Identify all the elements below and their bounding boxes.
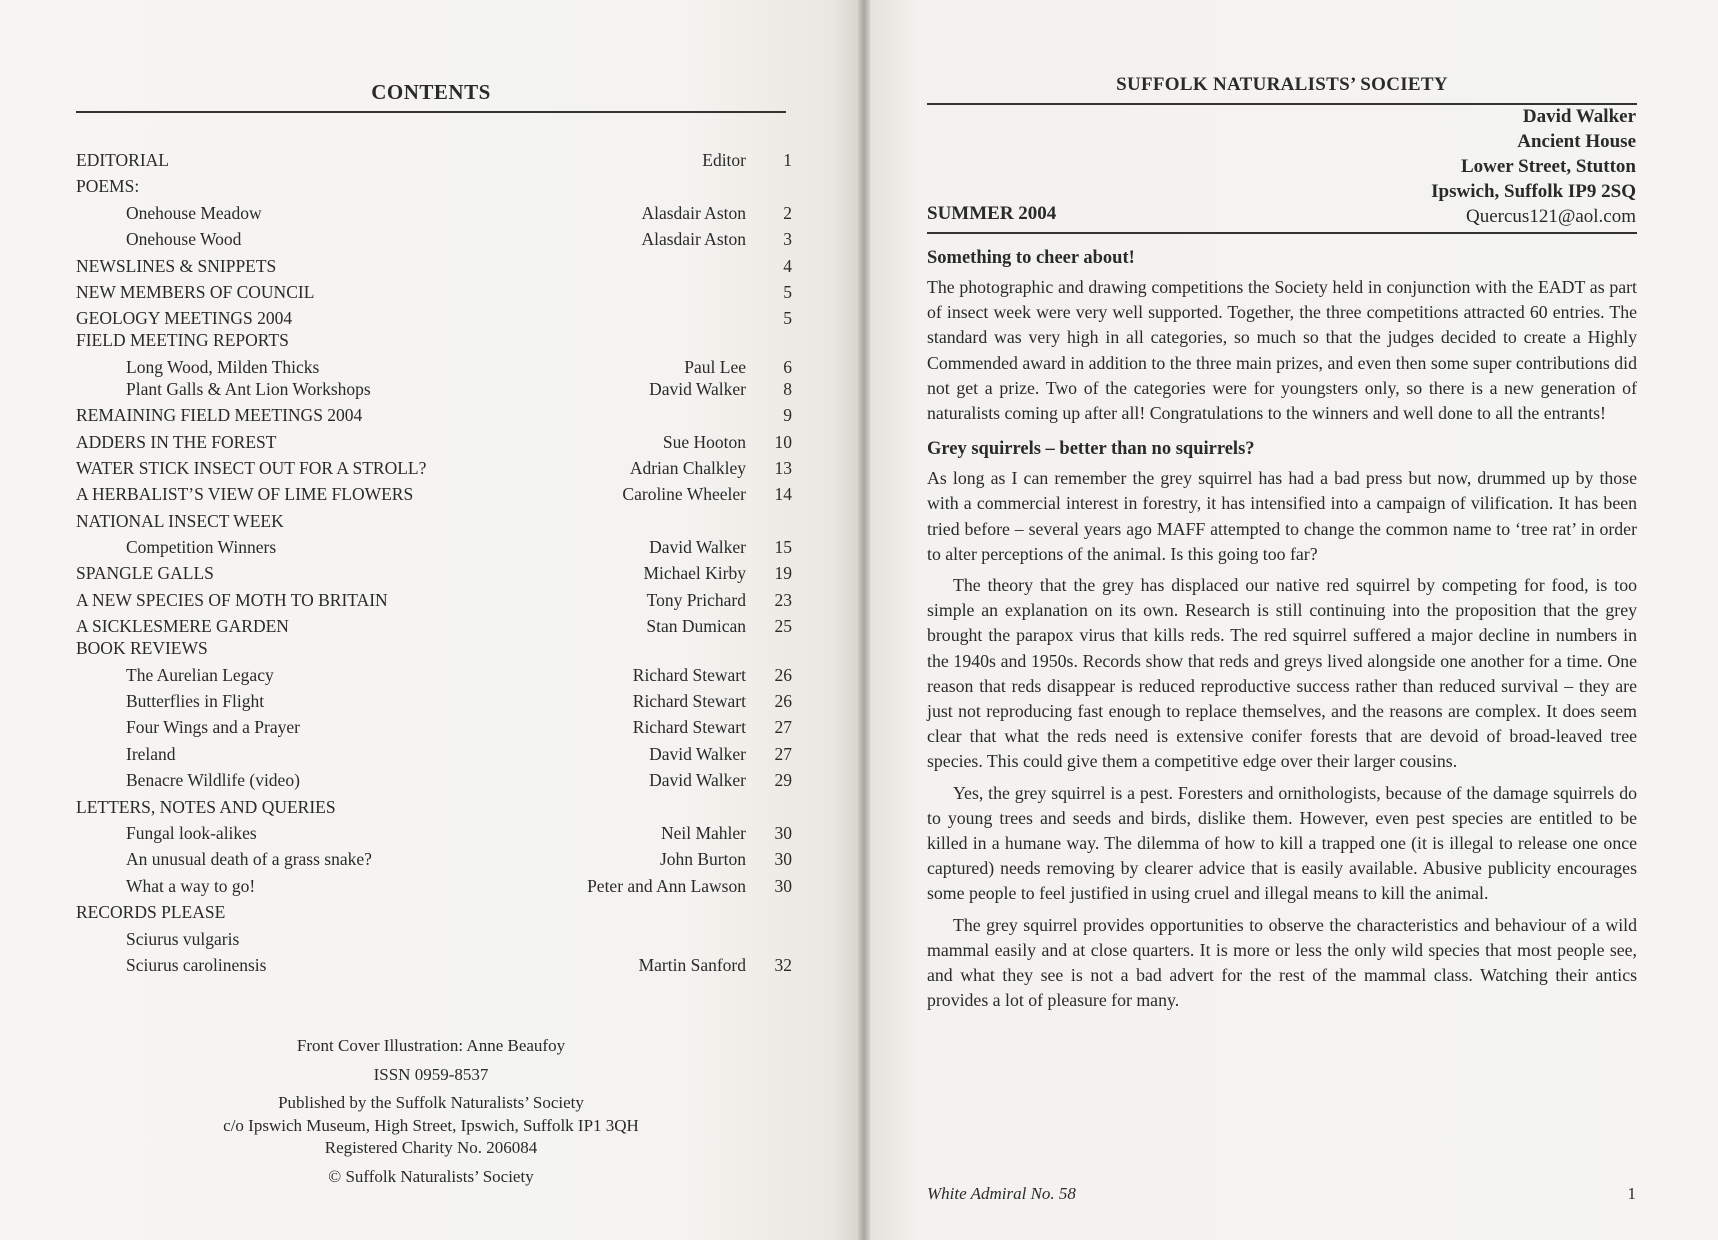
- address-line-1: Ancient House: [1517, 131, 1636, 152]
- publisher: Published by the Suffolk Naturalists’ Society: [278, 1093, 584, 1112]
- copyright: © Suffolk Naturalists’ Society: [328, 1166, 534, 1186]
- toc-entry-author: Michael Kirby: [643, 563, 746, 584]
- toc-entry: [76, 635, 792, 661]
- toc-entry: [76, 846, 792, 872]
- footer-page-number: 1: [1627, 1184, 1636, 1203]
- toc-entry: [76, 354, 792, 376]
- editor-email: Quercus121@aol.com: [1466, 206, 1636, 227]
- toc-entry-title: ADDERS IN THE FOREST: [76, 431, 277, 452]
- toc-entry-page: 14: [774, 484, 792, 505]
- toc-entry-author: Sue Hooton: [662, 431, 746, 452]
- toc-entry: [76, 820, 792, 846]
- cover-info: [76, 1035, 786, 1188]
- address-line-3: Ipswich, Suffolk IP9 2SQ: [1431, 181, 1636, 202]
- toc-entry: [76, 560, 792, 586]
- toc-entry: [76, 534, 792, 560]
- toc-entry-author: Adrian Chalkley: [629, 457, 746, 478]
- toc-entry: [76, 767, 792, 793]
- issn: ISSN 0959-8537: [373, 1064, 489, 1084]
- toc-entry: [76, 899, 792, 925]
- toc-entry-page: 27: [774, 717, 792, 738]
- toc-entry: [76, 200, 792, 226]
- toc-entry-title: What a way to go!: [126, 875, 256, 896]
- toc-entry-title: FIELD MEETING REPORTS: [76, 330, 289, 351]
- toc-entry-author: Neil Mahler: [660, 822, 746, 843]
- toc-entry: [76, 481, 792, 507]
- charity-number: Registered Charity No. 206084: [324, 1138, 538, 1157]
- heading-cheer: Something to cheer about!: [927, 248, 1135, 268]
- toc-entry-title: A NEW SPECIES OF MOTH TO BRITAIN: [76, 589, 388, 610]
- editorial-article: [927, 245, 1637, 1019]
- footer-publication: White Admiral No. 58: [927, 1184, 1076, 1203]
- toc-entry: [76, 147, 792, 173]
- toc-entry-title: GEOLOGY MEETINGS 2004: [76, 308, 293, 329]
- toc-entry-title: REMAINING FIELD MEETINGS 2004: [76, 405, 363, 426]
- paragraph-theory: The theory that the grey has displaced our native red squirrel by competing for food, is too simple an explanation on its own. Research is still continuing into the proposition that the grey brought the parapox virus that kills reds. The red squirrel suffered a major decline in numbers in the 1940s and 1950s. Records show that reds and greys lived alongside one another for a time. One reason that reds disappear is reduced reproductive success rather than reduced survival – they are just not reproducing fast enough to replace themselves, and the reasons are complex. It does seem clear that what the reds need is extensive conifer forests that are devoid of broad-leaved tree species. This could give them a competitive edge over their larger cousins.: [927, 575, 1637, 772]
- toc-entry-page: 30: [774, 822, 792, 843]
- toc-entry-author: David Walker: [649, 770, 746, 791]
- toc-entry-title: RECORDS PLEASE: [76, 902, 226, 923]
- toc-entry-page: 5: [783, 308, 792, 329]
- toc-entry-page: 30: [774, 849, 792, 870]
- toc-entry: [76, 402, 792, 428]
- toc-entry: [76, 714, 792, 740]
- toc-entry: [76, 327, 792, 353]
- toc-entry-author: David Walker: [649, 378, 746, 399]
- toc-entry-author: Editor: [702, 150, 746, 170]
- toc-entry-title: Benacre Wildlife (video): [126, 770, 300, 791]
- table-of-contents: [76, 147, 792, 978]
- toc-entry-title: Onehouse Wood: [126, 229, 242, 250]
- address-line-2: Lower Street, Stutton: [1460, 156, 1636, 177]
- toc-entry: [76, 253, 792, 279]
- toc-entry-page: 1: [783, 150, 792, 170]
- editor-address: [1431, 104, 1636, 229]
- toc-entry-title: LETTERS, NOTES AND QUERIES: [76, 796, 336, 817]
- paragraph-opportunities: The grey squirrel provides opportunities to observe the characteristics and behaviour of a wild mammal easily and at close quarters. It is more or less the only wild species that most people see, and what they see is not a bad advert for the rest of the mammal class. Watching their antics provides a lot of pleasure for many.: [927, 914, 1637, 1011]
- toc-entry-title: NEW MEMBERS OF COUNCIL: [76, 281, 315, 302]
- toc-entry-page: 15: [774, 537, 792, 558]
- masthead-rule-bottom: [927, 232, 1637, 234]
- toc-entry: [76, 305, 792, 327]
- toc-entry-author: Paul Lee: [684, 356, 746, 377]
- publisher-address: c/o Ipswich Museum, High Street, Ipswich, Suffolk IP1 3QH: [223, 1115, 639, 1135]
- toc-entry-page: 30: [774, 875, 792, 896]
- contents-title: CONTENTS: [371, 80, 491, 104]
- toc-entry-title: Four Wings and a Prayer: [126, 717, 300, 738]
- toc-entry-title: EDITORIAL: [76, 150, 169, 170]
- cover-illustration-credit: Front Cover Illustration: Anne Beaufoy: [296, 1036, 566, 1055]
- contents-page: [0, 0, 858, 1240]
- toc-entry-author: Stan Dumican: [646, 616, 746, 637]
- toc-entry-title: A SICKLESMERE GARDEN: [76, 616, 289, 637]
- toc-entry-title: WATER STICK INSECT OUT FOR A STROLL?: [76, 457, 427, 478]
- toc-entry-title: A HERBALIST’S VIEW OF LIME FLOWERS: [76, 484, 414, 505]
- contents-rule: [76, 111, 786, 113]
- toc-entry-page: 10: [774, 431, 792, 452]
- toc-entry-title: Ireland: [126, 743, 176, 764]
- editor-name: David Walker: [1522, 106, 1636, 127]
- toc-entry: [76, 741, 792, 767]
- toc-entry-title: Plant Galls & Ant Lion Workshops: [126, 378, 371, 399]
- toc-entry-title: The Aurelian Legacy: [126, 664, 274, 685]
- issue-label: SUMMER 2004: [927, 203, 1057, 224]
- toc-entry-title: An unusual death of a grass snake?: [126, 849, 372, 870]
- toc-entry: [76, 794, 792, 820]
- toc-entry-page: 23: [774, 589, 792, 610]
- toc-entry-author: Caroline Wheeler: [622, 484, 746, 505]
- toc-entry-title: Butterflies in Flight: [126, 691, 265, 712]
- toc-entry-author: Richard Stewart: [632, 691, 746, 712]
- toc-entry-page: 13: [774, 457, 792, 478]
- heading-grey-squirrels: Grey squirrels – better than no squirrels?: [927, 439, 1255, 460]
- toc-entry-title: Fungal look-alikes: [126, 822, 257, 843]
- toc-entry-title: Sciurus carolinensis: [126, 954, 267, 975]
- paragraph-pest: Yes, the grey squirrel is a pest. Foresters and ornithologists, because of the damage squirrels do to young trees and seeds and birds, dislike them. However, even pest species are entitled to be killed in a humane way. The dilemma of how to kill a trapped one (it is illegal to release one once captured) needs removing by clearer advice that is easily available. Abusive publicity encourages some people to feel justified in using cruel and illegal means to kill the animal.: [927, 782, 1637, 904]
- toc-entry: [76, 429, 792, 455]
- toc-entry-title: Sciurus vulgaris: [126, 928, 240, 949]
- toc-entry-page: 5: [783, 281, 792, 302]
- toc-entry-page: 3: [783, 229, 792, 250]
- toc-entry-author: Martin Sanford: [638, 954, 746, 975]
- toc-entry-page: 26: [774, 691, 792, 712]
- toc-entry-page: 27: [774, 743, 792, 764]
- toc-entry-page: 25: [774, 616, 792, 637]
- toc-entry: [76, 688, 792, 714]
- toc-entry-author: Alasdair Aston: [641, 202, 746, 223]
- toc-entry: [76, 926, 792, 952]
- toc-entry-title: Long Wood, Milden Thicks: [126, 356, 320, 377]
- toc-entry-author: Richard Stewart: [632, 717, 746, 738]
- toc-entry: [76, 613, 792, 635]
- toc-entry: [76, 455, 792, 481]
- toc-entry-page: 6: [783, 356, 792, 377]
- society-name: SUFFOLK NATURALISTS’ SOCIETY: [1116, 74, 1448, 95]
- toc-entry-page: 4: [783, 255, 792, 276]
- toc-entry-author: David Walker: [649, 743, 746, 764]
- toc-entry: [76, 376, 792, 402]
- toc-entry-page: 2: [783, 202, 792, 223]
- toc-entry-page: 9: [783, 405, 792, 426]
- toc-entry: [76, 587, 792, 613]
- toc-entry-page: 8: [783, 378, 792, 399]
- toc-entry-author: Peter and Ann Lawson: [587, 875, 746, 896]
- toc-entry-page: 26: [774, 664, 792, 685]
- paragraph-bad-press: As long as I can remember the grey squirrel has had a bad press but now, drummed up by those with a commercial interest in forestry, it has intensified into a campaign of vilification. It has been tried before – several years ago MAFF attempted to change the common name to ‘tree rat’ in order to alter perceptions of the animal. Is this going too far?: [927, 468, 1637, 564]
- toc-entry-title: Onehouse Meadow: [126, 202, 262, 223]
- toc-entry: [76, 662, 792, 688]
- toc-entry-title: POEMS:: [76, 176, 140, 197]
- toc-entry: [76, 873, 792, 899]
- toc-entry-title: BOOK REVIEWS: [76, 638, 208, 659]
- toc-entry: [76, 952, 792, 978]
- paragraph-competitions: The photographic and drawing competitions the Society held in conjunction with the EADT as part of insect week were very well supported. Together, the three competitions attracted 60 entries. The standard was very high in all categories, so much so that the judges decided to create a Highly Commended award in addition to the three main prizes, and even then some super contributions did not get a prize. Two of the categories were for youngsters only, so there is a new generation of naturalists coming up after all! Congratulations to the winners and well done to all the entrants!: [927, 277, 1637, 424]
- toc-entry-page: 32: [774, 954, 792, 975]
- toc-entry: [76, 173, 792, 199]
- toc-entry-author: David Walker: [649, 537, 746, 558]
- toc-entry-author: Richard Stewart: [632, 664, 746, 685]
- toc-entry-page: 19: [774, 563, 792, 584]
- toc-entry-title: NATIONAL INSECT WEEK: [76, 510, 284, 531]
- book-gutter: [858, 0, 870, 1240]
- toc-entry-author: Tony Prichard: [646, 589, 746, 610]
- toc-entry-author: Alasdair Aston: [641, 229, 746, 250]
- toc-entry: [76, 226, 792, 252]
- toc-entry-title: NEWSLINES & SNIPPETS: [76, 255, 277, 276]
- toc-entry-page: 29: [774, 770, 792, 791]
- toc-entry: [76, 508, 792, 534]
- toc-entry: [76, 279, 792, 305]
- toc-entry-title: SPANGLE GALLS: [76, 563, 214, 584]
- toc-entry-title: Competition Winners: [126, 537, 277, 558]
- toc-entry-author: John Burton: [659, 849, 746, 870]
